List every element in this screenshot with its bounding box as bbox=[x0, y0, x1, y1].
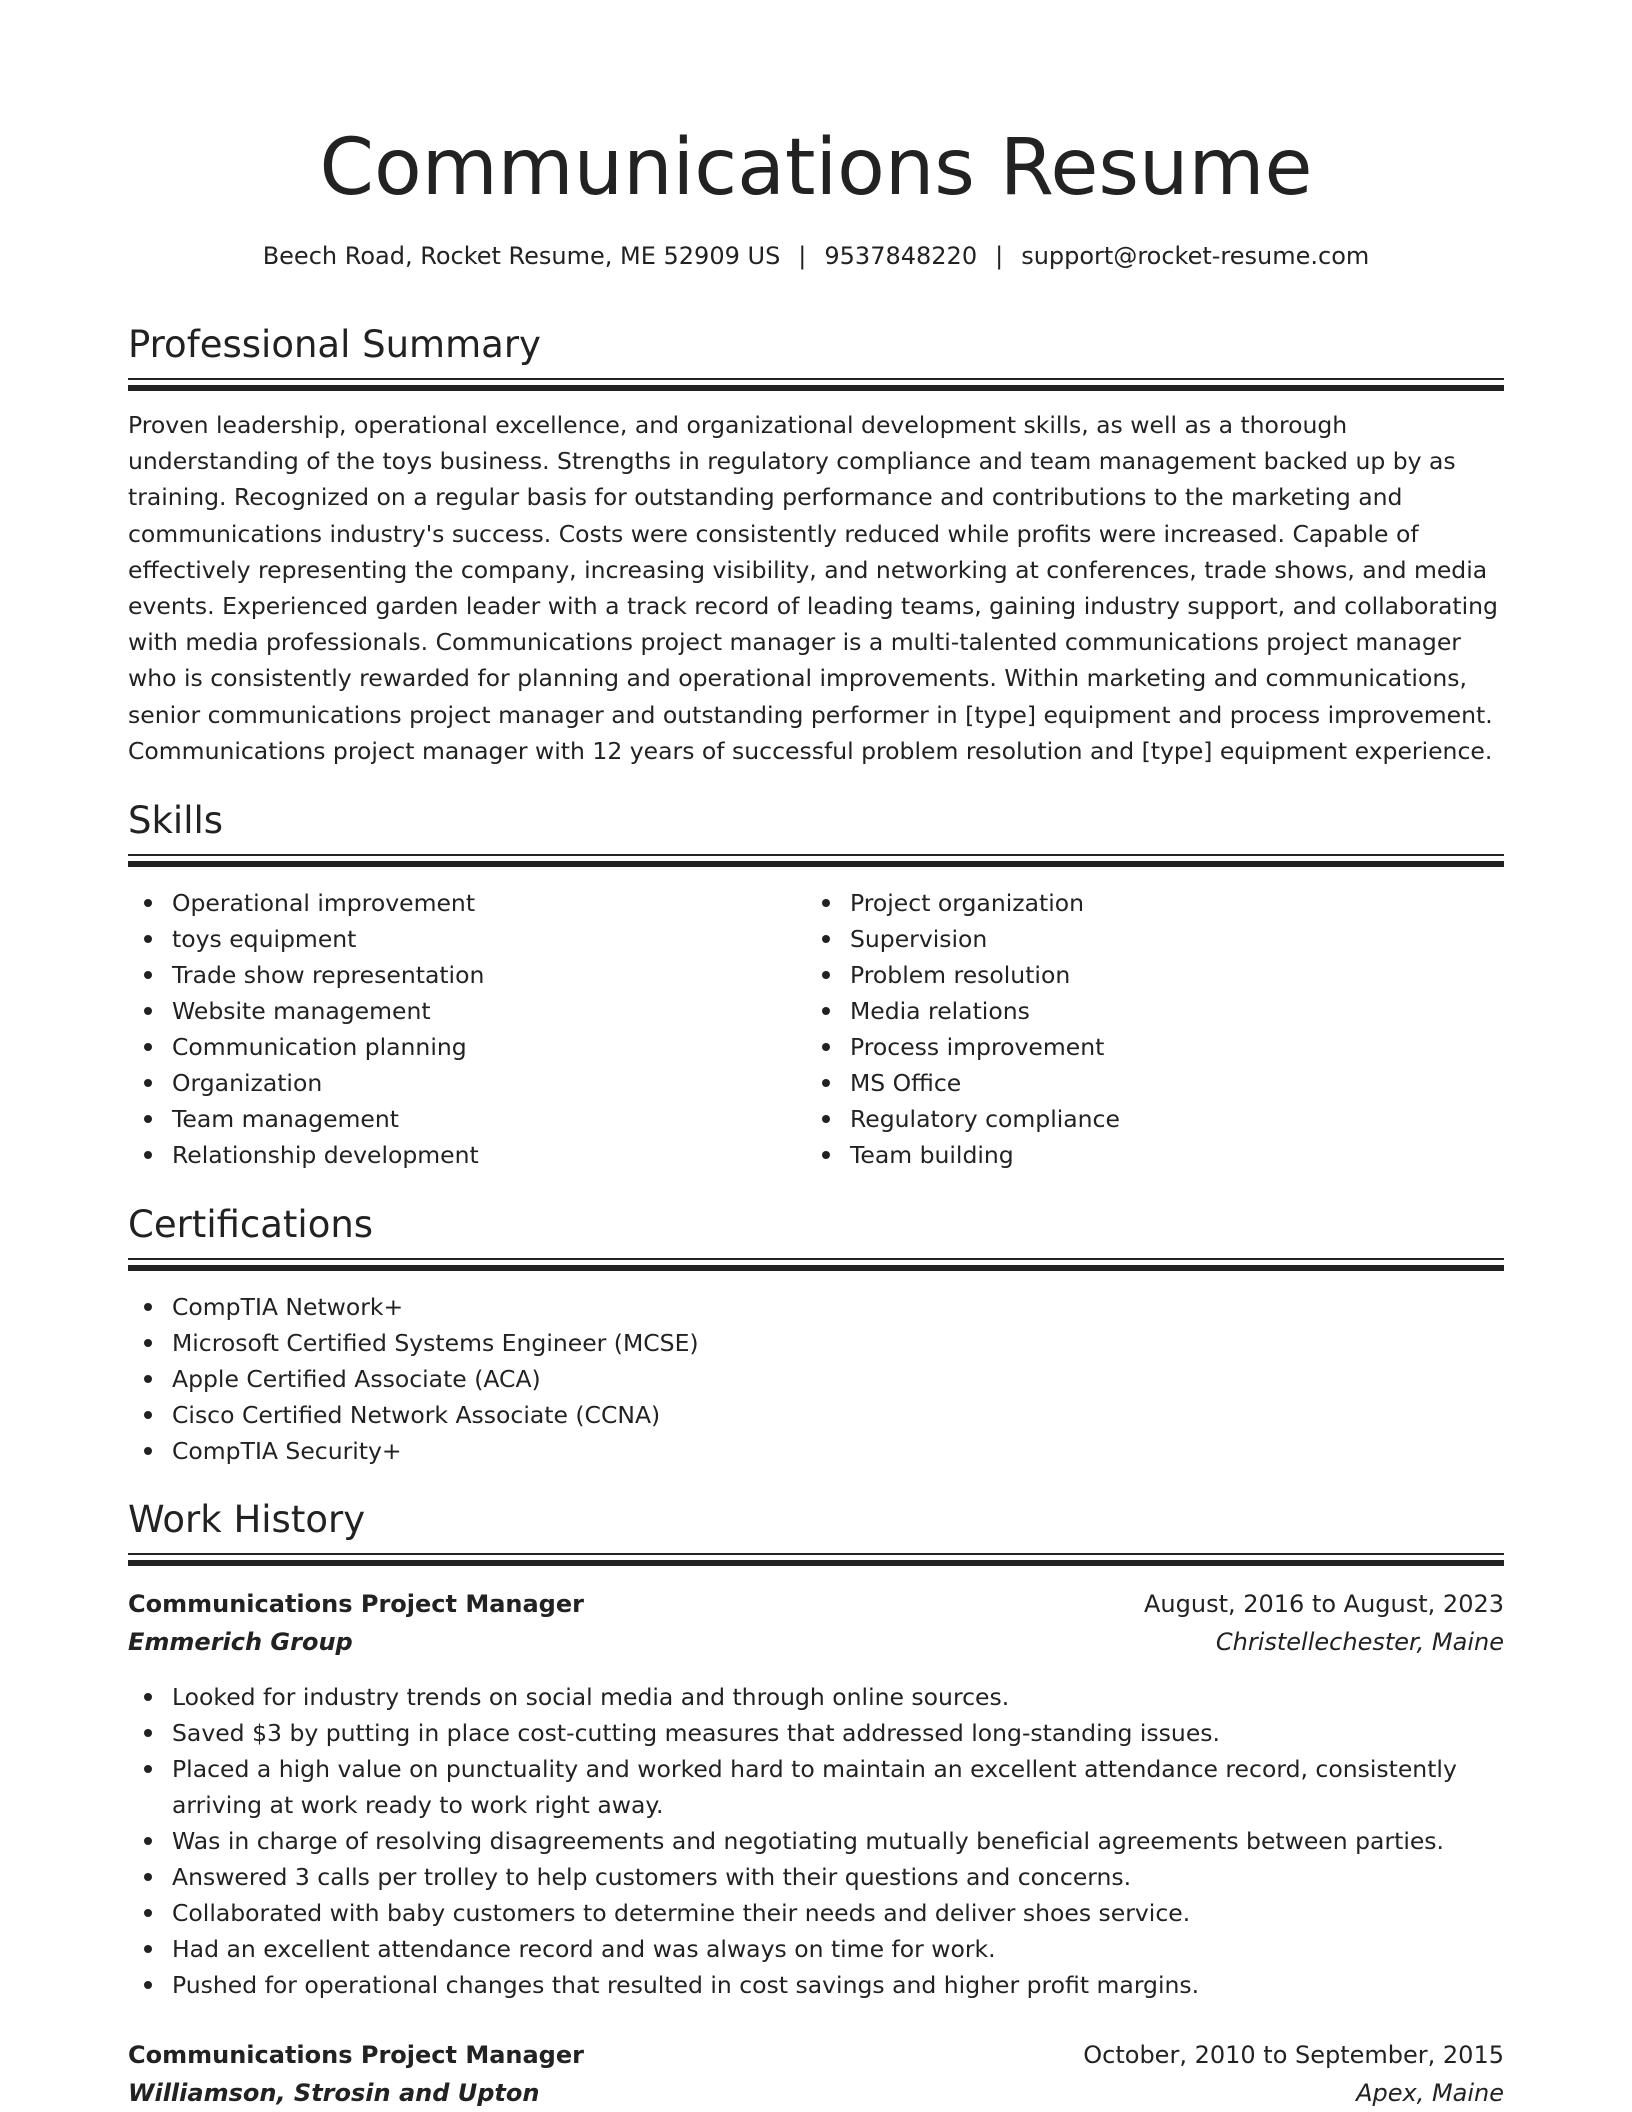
contact-separator: | bbox=[798, 242, 807, 270]
certification-item: Apple Certified Associate (ACA) bbox=[172, 1361, 1472, 1397]
certification-item: Cisco Certified Network Associate (CCNA) bbox=[172, 1397, 1472, 1433]
skill-item: Process improvement bbox=[850, 1029, 1500, 1065]
contact-separator: | bbox=[995, 242, 1004, 270]
contact-phone: 9537848220 bbox=[824, 242, 978, 270]
skill-item: Communication planning bbox=[172, 1029, 802, 1065]
job-location: Christellechester, Maine bbox=[1215, 1628, 1504, 1656]
skill-item: Team management bbox=[172, 1101, 802, 1137]
responsibility-item: Had an excellent attendance record and was always on time for work. bbox=[172, 1931, 1464, 1967]
responsibility-item: Placed a high value on punctuality and worked hard to maintain an excellent attendance record, consistently arriving at work ready to work right away. bbox=[172, 1751, 1464, 1823]
skill-item: Regulatory compliance bbox=[850, 1101, 1500, 1137]
certification-item: CompTIA Security+ bbox=[172, 1433, 1472, 1469]
summary-text: Proven leadership, operational excellence, and organizational development skills, as well as a thorough understanding of the toys business. Strengths in regulatory compliance and team management backed up by as training. Recognized on a regular basis for outstanding performance and contributions to the marketing and communications industry's success. Costs were consistently reduced while profits were increased. Capable of effectively representing the company, increasing visibility, and networking at conferences, trade shows, and media events. Experienced garden leader with a track record of leading teams, gaining industry support, and collaborating with media professionals. Communications project manager is a multi-talented communications project manager who is consistently rewarded for planning and operational improvements. Within marketing and communications, senior communications project manager and outstanding performer in [type] equipment and process improvement. Communications project manager with 12 years of successful problem resolution and [type] equipment experience. bbox=[128, 411, 1498, 765]
responsibility-item: Looked for industry trends on social media and through online sources. bbox=[172, 1679, 1464, 1715]
responsibility-item: Saved $3 by putting in place cost-cutting measures that addressed long-standing issues. bbox=[172, 1715, 1464, 1751]
job-company: Williamson, Strosin and Upton bbox=[128, 2079, 540, 2107]
section-heading-skills: Skills bbox=[128, 799, 224, 842]
skills-list-right bbox=[806, 885, 1500, 1173]
responsibility-item: Pushed for operational changes that resulted in cost savings and higher profit margins. bbox=[172, 1967, 1464, 2003]
skill-item: Team building bbox=[850, 1137, 1500, 1173]
skill-item: Project organization bbox=[850, 885, 1500, 921]
skill-item: Relationship development bbox=[172, 1137, 802, 1173]
contact-line bbox=[128, 238, 1504, 274]
skill-item: toys equipment bbox=[172, 921, 802, 957]
certification-item: Microsoft Certified Systems Engineer (MCSE) bbox=[172, 1325, 1472, 1361]
job-dates: October, 2010 to September, 2015 bbox=[1083, 2041, 1504, 2069]
section-heading-summary: Professional Summary bbox=[128, 323, 541, 366]
job-title: Communications Project Manager bbox=[128, 1590, 584, 1618]
job-location: Apex, Maine bbox=[1356, 2079, 1504, 2107]
resume-title: Communications Resume bbox=[319, 123, 1313, 213]
skill-item: Organization bbox=[172, 1065, 802, 1101]
responsibility-item: Was in charge of resolving disagreements and negotiating mutually beneficial agreements between parties. bbox=[172, 1823, 1464, 1859]
skill-item: Supervision bbox=[850, 921, 1500, 957]
job-company: Emmerich Group bbox=[128, 1628, 353, 1656]
contact-email: support@rocket-resume.com bbox=[1021, 242, 1370, 270]
job-title: Communications Project Manager bbox=[128, 2041, 584, 2069]
skill-item: Trade show representation bbox=[172, 957, 802, 993]
job-responsibilities bbox=[128, 1679, 1504, 2003]
responsibility-item: Answered 3 calls per trolley to help customers with their questions and concerns. bbox=[172, 1859, 1464, 1895]
section-heading-work-history: Work History bbox=[128, 1498, 366, 1541]
skills-list-left bbox=[128, 885, 802, 1173]
skill-item: Website management bbox=[172, 993, 802, 1029]
contact-address: Beech Road, Rocket Resume, ME 52909 US bbox=[262, 242, 781, 270]
skill-item: Media relations bbox=[850, 993, 1500, 1029]
skill-item: Operational improvement bbox=[172, 885, 802, 921]
certifications-list bbox=[128, 1289, 1472, 1469]
certification-item: CompTIA Network+ bbox=[172, 1289, 1472, 1325]
job-dates: August, 2016 to August, 2023 bbox=[1144, 1590, 1504, 1618]
section-heading-certifications: Certifications bbox=[128, 1203, 374, 1246]
responsibility-item: Collaborated with baby customers to determine their needs and deliver shoes service. bbox=[172, 1895, 1464, 1931]
skill-item: MS Office bbox=[850, 1065, 1500, 1101]
skill-item: Problem resolution bbox=[850, 957, 1500, 993]
